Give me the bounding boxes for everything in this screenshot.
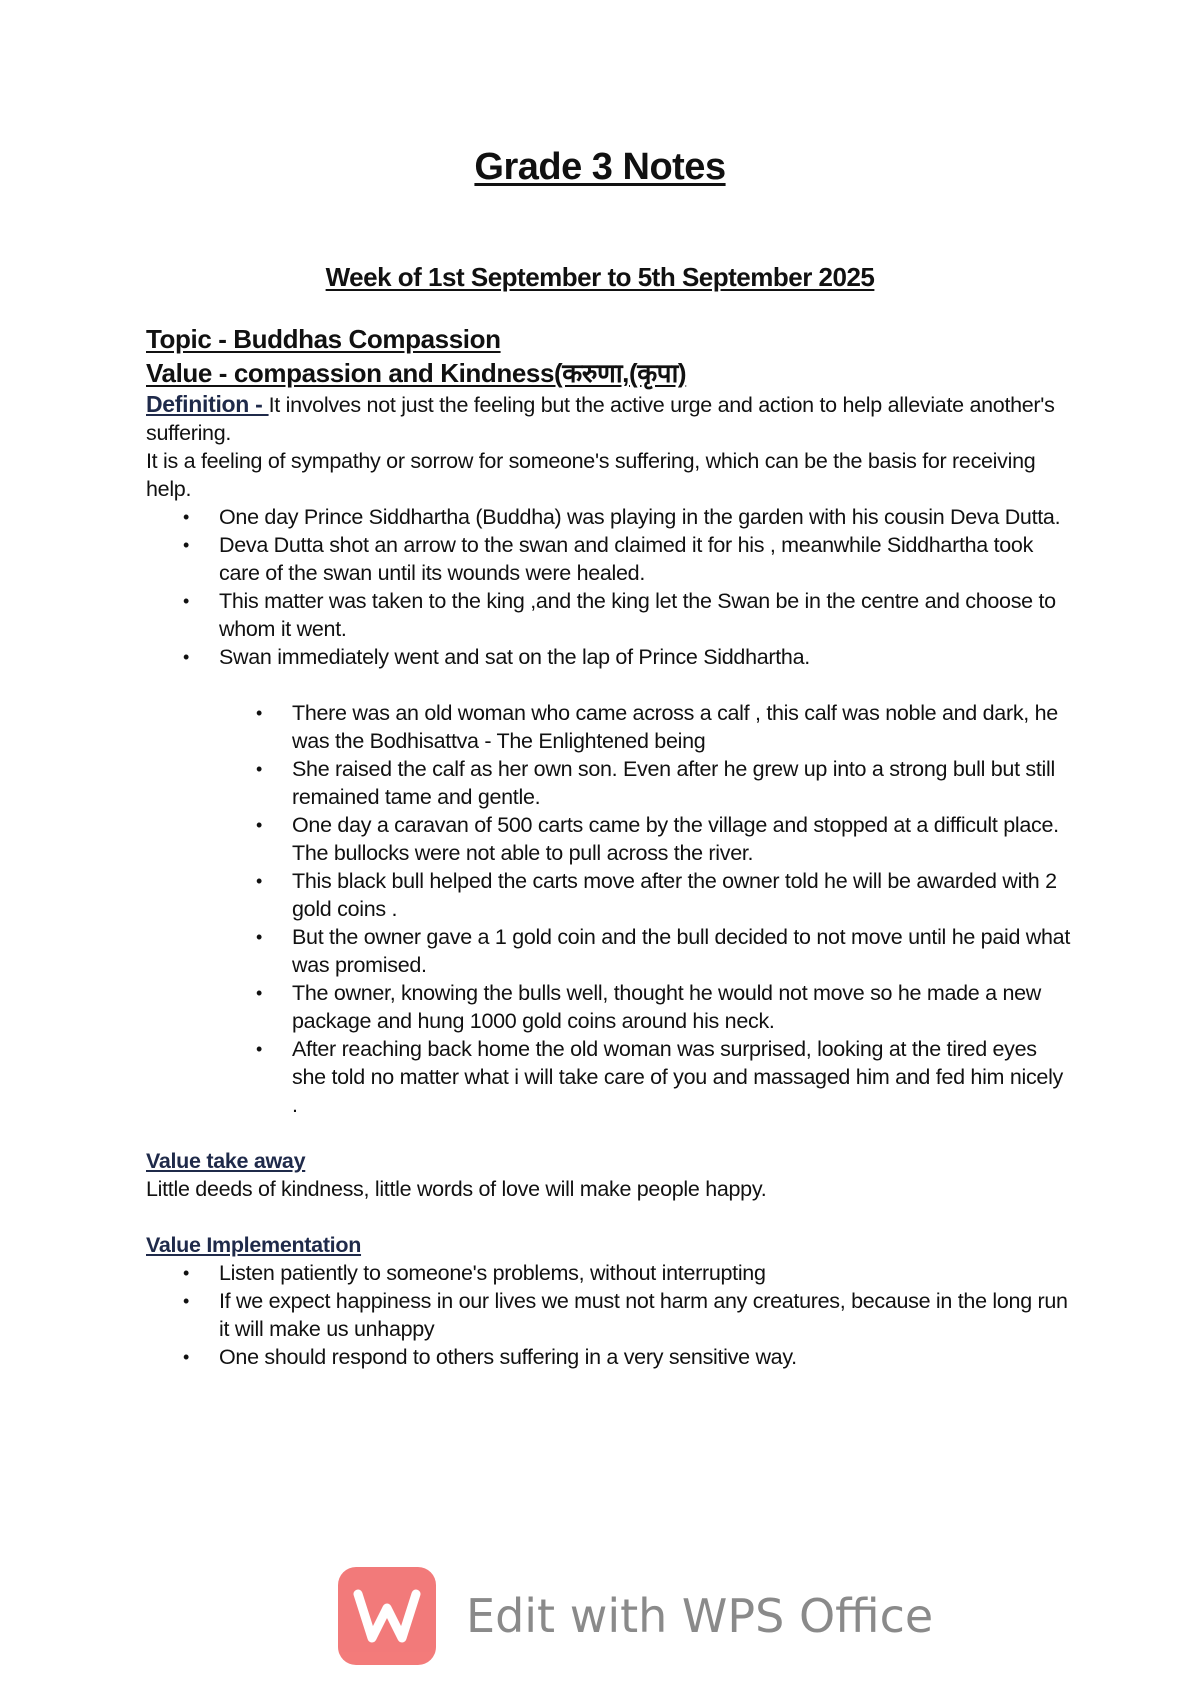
list-item: • One should respond to others suffering in a very sensitive way.: [219, 1343, 1071, 1371]
page-title: Grade 3 Notes: [474, 146, 726, 188]
list-item: • This matter was taken to the king ,and the king let the Swan be in the centre and choose to whom it went.: [219, 587, 1071, 643]
definition-label: Definition -: [146, 391, 269, 417]
wps-watermark[interactable]: [338, 1566, 933, 1666]
definition-paragraph-2: It is a feeling of sympathy or sorrow for someone's suffering, which can be the basis for receiving help.: [146, 449, 1036, 501]
implementation-list: [219, 1259, 1071, 1371]
wps-watermark-text: Edit with WPS Office: [466, 1589, 934, 1643]
list-item: • There was an old woman who came across a calf , this calf was noble and dark, he was the Bodhisattva - The Enlightened being: [292, 699, 1071, 755]
list-item: • But the owner gave a 1 gold coin and the bull decided to not move until he paid what was promised.: [292, 923, 1071, 979]
definition-text: It involves not just the feeling but the active urge and action to help alleviate another's suffering.: [146, 393, 1055, 445]
definition-paragraph: [146, 390, 1071, 447]
value-takeaway-heading: Value take away: [146, 1149, 306, 1173]
week-heading: Week of 1st September to 5th September 2025: [325, 262, 875, 292]
list-item: • After reaching back home the old woman was surprised, looking at the tired eyes she told no matter what i will take care of you and massaged him and fed him nicely .: [292, 1035, 1071, 1119]
value-takeaway-text: Little deeds of kindness, little words of love will make people happy.: [146, 1177, 767, 1201]
list-item: • Swan immediately went and sat on the lap of Prince Siddhartha.: [219, 643, 1071, 671]
list-item: • She raised the calf as her own son. Even after he grew up into a strong bull but still remained tame and gentle.: [292, 755, 1071, 811]
story-bull-list: [292, 699, 1071, 1119]
list-item: • One day a caravan of 500 carts came by the village and stopped at a difficult place. The bullocks were not able to pull across the river.: [292, 811, 1071, 867]
list-item: • The owner, knowing the bulls well, thought he would not move so he made a new package and hung 1000 gold coins around his neck.: [292, 979, 1071, 1035]
story-swan-list: [219, 503, 1071, 671]
list-item: • One day Prince Siddhartha (Buddha) was playing in the garden with his cousin Deva Dutta.: [219, 503, 1071, 531]
list-item: • If we expect happiness in our lives we must not harm any creatures, because in the long run it will make us unhappy: [219, 1287, 1071, 1343]
value-implementation-heading: Value Implementation: [146, 1233, 362, 1257]
wps-logo-icon: [338, 1567, 436, 1665]
list-item: • Listen patiently to someone's problems, without interrupting: [219, 1259, 1071, 1287]
value-heading: Value - compassion and Kindness(करुणा,(कृपा): [146, 358, 687, 388]
notes-body: [146, 322, 1071, 1371]
list-item: • This black bull helped the carts move after the owner told he will be awarded with 2 gold coins .: [292, 867, 1071, 923]
list-item: • Deva Dutta shot an arrow to the swan and claimed it for his , meanwhile Siddhartha took care of the swan until its wounds were healed.: [219, 531, 1071, 587]
topic-heading: Topic - Buddhas Compassion: [146, 324, 501, 354]
